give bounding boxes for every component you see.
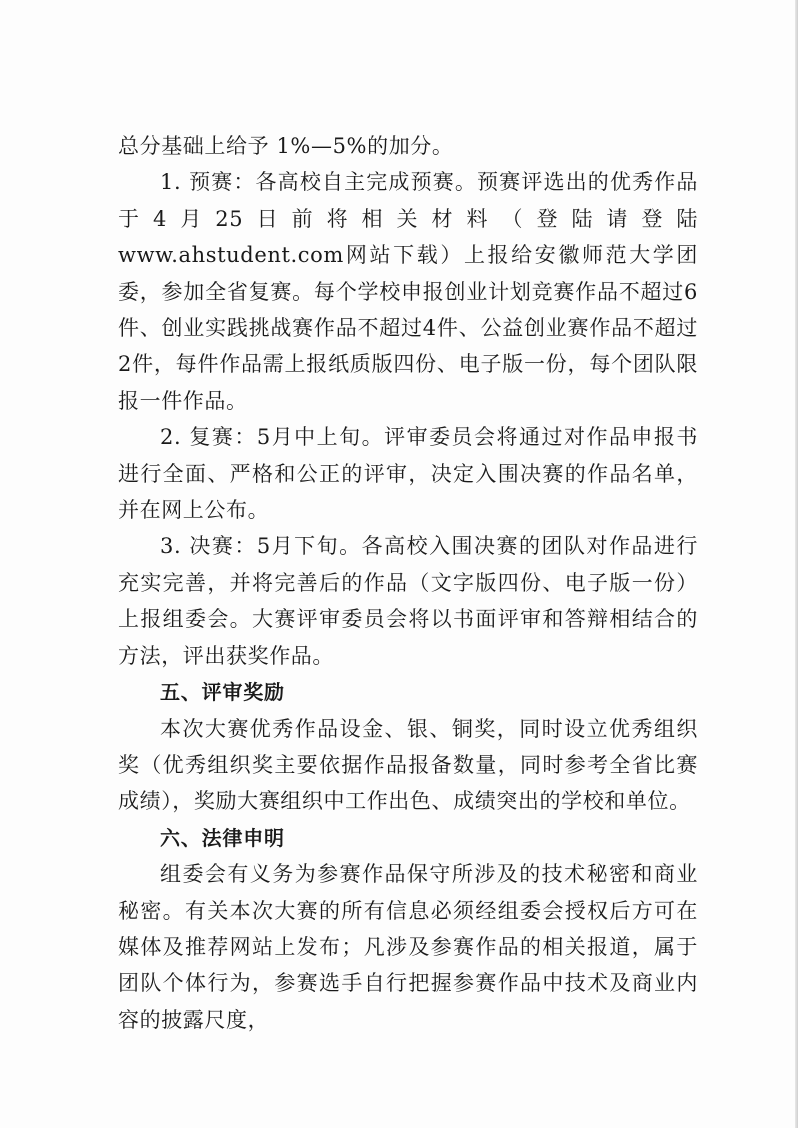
paragraph-final-round: 3. 决赛：5月下旬。各高校入围决赛的团队对作品进行充实完善，并将完善后的作品（文字版四份、电子版一份）上报组委会。大赛评审委员会将以书面评审和答辩相结合的方法，评出获奖作品。 <box>118 534 698 668</box>
paragraph-semifinal-round: 2. 复赛：5月中上旬。评审委员会将通过对作品申报书进行全面、严格和公正的评审，决定入围决赛的作品名单，并在网上公布。 <box>118 425 698 523</box>
section-heading-awards: 五、评审奖励 <box>160 680 285 705</box>
paragraph-preliminary-round: 1. 预赛：各高校自主完成预赛。预赛评选出的优秀作品于4月25日前将相关材料（登陆请登陆www.ahstudent.com网站下载）上报给安徽师范大学团委，参加全省复赛。每个学校申报创业计划竞赛作品不超过6件、创业实践挑战赛作品不超过4件、公益创业赛作品不超过2件，每件作品需上报纸质版四份、电子版一份，每个团队限报一件作品。 <box>118 170 698 413</box>
document-body <box>118 128 698 1038</box>
paragraph-continuation: 总分基础上给予 1%—5%的加分。 <box>118 134 454 158</box>
paragraph-legal: 组委会有义务为参赛作品保守所涉及的技术秘密和商业秘密。有关本次大赛的所有信息必须经组委会授权后方可在媒体及推荐网站上发布；凡涉及参赛作品的相关报道，属于团队个体行为，参赛选手自行把握参赛作品中技术及商业内容的披露尺度， <box>118 862 698 1032</box>
paragraph-awards: 本次大赛优秀作品设金、银、铜奖，同时设立优秀组织奖（优秀组织奖主要依据作品报备数量，同时参考全省比赛成绩），奖励大赛组织中工作出色、成绩突出的学校和单位。 <box>118 716 698 814</box>
section-heading-legal: 六、法律申明 <box>160 825 285 850</box>
